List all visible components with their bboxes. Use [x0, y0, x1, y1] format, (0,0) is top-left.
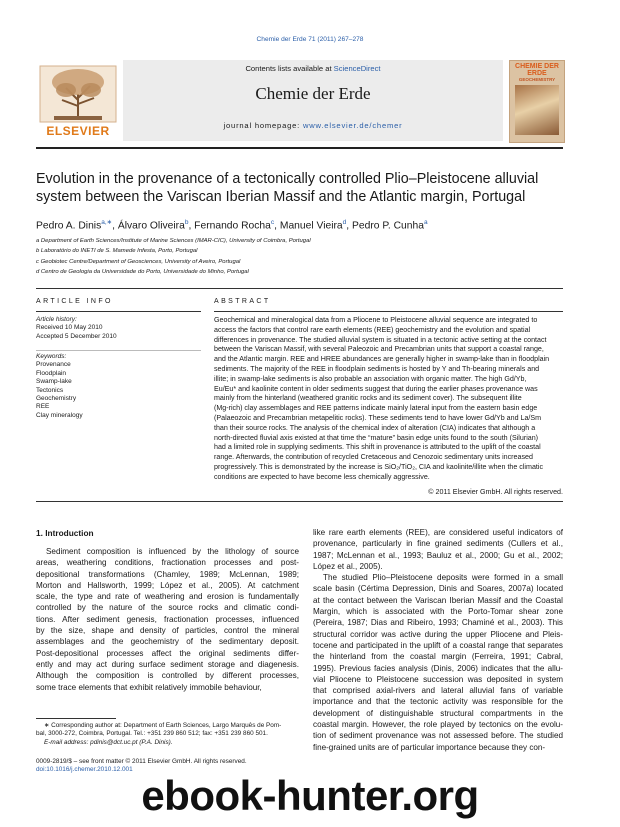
journal-cover-image: [509, 60, 565, 143]
keyword: Tectonics: [36, 386, 64, 394]
keyword: Geochemistry: [36, 395, 77, 403]
author-list: Pedro A. Dinis$^{a,∗}$, Álvaro Oliveira$^b$, Fernando Rocha$^c$, Manuel Vieira$^d$, Pedro P. Cunha$^a$: [36, 219, 428, 232]
footnote-line: ∗ Corresponding author at: Department of Earth Sciences, Largo Marquês de Pom-: [44, 722, 282, 729]
text-line: scale, the type and rate of weathering and erosion is fundamentally: [36, 592, 299, 602]
text-line: assemblages and the geochemistry of the sedimentary deposit.: [36, 637, 299, 647]
abstract-line: progressively. This is demonstrated by the increase is SiO₂/TiO₂, CIA and kaolinite/illite when the climatic: [214, 462, 544, 471]
history-label: Article history:: [36, 316, 77, 323]
article-info-heading: ARTICLE INFO: [36, 298, 113, 305]
article-title: [36, 170, 576, 206]
author-affiliation-mark[interactable]: a: [423, 219, 428, 226]
text-line: Post-depositional processes affect the original sediments differ-: [36, 648, 299, 658]
text-line: Morton and Hallsworth, 1999; López et al., 2005). At catchment: [36, 580, 299, 590]
footnote-email[interactable]: E-mail address: pdinis@dct.uc.pt (P.A. Dinis).: [44, 738, 173, 746]
header-divider: [36, 147, 563, 149]
text-line: like rare earth elements (REE), are considered useful indicators of: [313, 528, 563, 537]
cover-photo: [515, 85, 559, 135]
article-info-rule: [36, 311, 201, 312]
title-line: system between the Variscan Iberian Massif and the Atlantic margin, Portugal: [36, 189, 526, 205]
watermark: ebook-hunter.org: [141, 772, 479, 819]
footnote-rule: [36, 718, 116, 719]
text-line: Margin, which is associated with the Porto-Tomar shear zone: [313, 607, 563, 617]
homepage-prefix: journal homepage:: [223, 121, 303, 130]
text-line: depositional transformations (Chamley, 1989; McLennan, 1989;: [36, 569, 299, 579]
publisher-wordmark: ELSEVIER: [46, 124, 110, 138]
text-line: ently and may act during surface sediment storage and diagenesis.: [36, 659, 299, 669]
abstract-line: and the Atlantic margin. REE and HREE abundances are generally higher in swamp-lake than in floodplain: [214, 355, 550, 364]
abstract-heading: ABSTRACT: [214, 298, 271, 305]
affiliation: a Department of Earth Sciences/Institute of Marine Sciences (IMAR-CIC), University of Coimbra, Portugal: [36, 238, 311, 244]
abstract-line: differences in provenance. The studied alluvial system is situated in a tectonic active setting at the contact: [214, 335, 547, 344]
abstract-line: range. Afterwards, the contribution of recycled Cretaceous and Cenozoic sedimentary units increased: [214, 453, 533, 462]
text-line: vial Pliocene to Pleistocene succession was deposited in system: [313, 674, 563, 684]
text-line: coastal margin. However, the role played by tectonics on the evolu-: [313, 720, 563, 730]
homepage-link[interactable]: www.elsevier.de/chemer: [302, 121, 403, 130]
section-divider: [36, 288, 563, 289]
doi-link[interactable]: doi:10.1016/j.chemer.2010.12.001: [36, 766, 133, 774]
text-line: that comprised axial-rivers and lateral alluvial fans of variable: [313, 686, 563, 696]
abstract-line: had a limited role in supplying sediments. This shift in provenance is attributed to the uplift of the coastal: [214, 443, 541, 452]
contents-prefix: Contents lists available at: [245, 64, 334, 73]
text-line: controlled by the nature of the source rocks and climatic condi-: [36, 603, 299, 613]
keywords-block: [36, 353, 201, 420]
text-line: importance and that the tectonic activity was responsible for the: [313, 697, 563, 707]
text-line: 1987; McLennan et al., 1993; Bauluz et al., 2000; Gu et al., 2002;: [313, 550, 563, 560]
author-name: Fernando Rocha: [194, 220, 271, 232]
contents-availability: [123, 64, 503, 73]
abstract-line: illite; in swamp-lake sediments is also probable an association with organic matter. The high Gd/Yb,: [214, 374, 527, 383]
body-column-left: [36, 546, 299, 693]
author-affiliation-mark[interactable]: c: [270, 219, 275, 226]
journal-title: Chemie der Erde: [255, 84, 371, 103]
cover-subtitle: GEOCHEMISTRY: [518, 77, 556, 82]
text-line: López et al., 2005).: [313, 561, 383, 571]
cover-title: CHEMIE DER ERDE: [515, 63, 559, 77]
introduction-heading: 1. Introduction: [36, 528, 94, 538]
author-name: Pedro A. Dinis: [36, 220, 102, 232]
abstract-copyright: © 2011 Elsevier GmbH. All rights reserved.: [428, 488, 563, 496]
text-line: The studied Plio–Pleistocene deposits were formed in a small: [323, 573, 563, 583]
text-line: (Pereira, 1987; Dias and Ribeiro, 1993; Chaminé et al., 2003). This: [313, 618, 563, 628]
issn-text: 0009-2819/$ – see front matter © 2011 Elsevier GmbH. All rights reserved.: [36, 758, 247, 765]
affiliation: d Centro de Geologia da Universidade do Porto, Universidade do Minho, Portugal: [36, 268, 249, 275]
affiliations: [36, 236, 563, 277]
text-line: Sediment composition is influenced by the lithology of source: [46, 547, 299, 556]
author-name: Manuel Vieira: [279, 220, 343, 232]
text-line: development of distinguishable structural compartments in the: [313, 708, 563, 718]
abstract-line: Geochemical and mineralogical data from a Pliocene to Pleistocene alluvial sequence are integrated to: [214, 316, 538, 324]
abstract-line: (Palaeozoic and Precambrian metapelitic rocks). These sediments tend to have lower Gd/Yb and La/Sm: [214, 413, 542, 422]
keyword: REE: [36, 403, 50, 411]
text-line: structural corridor was active during the upper Pliocene and Pleis-: [313, 629, 563, 639]
abstract-line: access the factors that control rare earth elements (REE) geochemistry and the evolution and spatial: [214, 325, 531, 334]
author-affiliation-mark[interactable]: d: [342, 219, 347, 226]
abstract-line: between the Variscan Massif, with several Paleozoic and Precambrian units that support a coastal range,: [214, 345, 544, 354]
affiliation: c Geobiotec Centre/Department of Geosciences, University of Aveiro, Portugal: [36, 258, 241, 265]
text-line: fine-grained units are of particular importance because they con-: [313, 742, 546, 752]
abstract-bottom-rule: [36, 501, 563, 502]
author-name: Álvaro Oliveira: [117, 220, 185, 232]
keyword: Provenance: [36, 361, 71, 369]
author-name: Pedro P. Cunha: [352, 220, 424, 232]
journal-homepage: [123, 121, 503, 130]
footnote-line: bal, 3000-272, Coimbra, Portugal. Tel.: +351 239 860 512; fax: +351 239 860 501.: [36, 730, 268, 738]
abstract-line: mainly from the hinterland (weathered granitic rocks and its sediment cover). The subsequent illite: [214, 394, 522, 403]
abstract-line: north-directed fluvial axis existed at that time the “mature” basin edge units found to the south (Silurian): [214, 433, 539, 442]
corresponding-author-footnote: [36, 722, 299, 747]
keyword: Floodplain: [36, 369, 66, 377]
abstract-line: Eu/Eu* and kaolinite content in older sediments suggest that during the earlier phases provenance was: [214, 384, 538, 393]
abstract-line: than their source rocks. The analysis of the chemical index of alteration (CIA) indicates that although a: [214, 423, 536, 432]
abstract-line: (Mg-rich) clay assemblages and REE patterns indicate mainly lateral input from the eastern basin edge: [214, 404, 538, 413]
text-line: scale basin (Cértima Depression, Dinis and Soares, 2007a) located: [313, 584, 563, 594]
text-line: at the contact between the Variscan Iberian Massif and the Coastal: [313, 595, 563, 605]
received-date: Received 10 May 2010: [36, 324, 103, 332]
abstract-line: conditions are expected to have become less chemically aggressive.: [214, 472, 430, 481]
keywords-rule: [36, 350, 201, 351]
text-line: some trace elements that exhibit relatively immobile behaviour,: [36, 682, 262, 692]
text-line: provenance, particularly in fine grained sediments (Cullers et al.,: [313, 539, 563, 549]
text-line: tocene and participated in the uplift of a coastal range that separates: [313, 640, 563, 650]
text-line: the hinterland from the coastal margin (Ferreira, 1991; Cabral,: [313, 652, 563, 662]
text-line: 1995). Previous facies analysis (Dinis, 2006) indicates that the allu-: [313, 663, 563, 673]
keyword: Clay mineralogy: [36, 411, 83, 419]
text-line: Although the composition is controlled by different processes,: [36, 671, 299, 681]
keywords-label: Keywords:: [36, 353, 67, 360]
author-affiliation-mark[interactable]: b: [184, 219, 189, 226]
author-affiliation-mark[interactable]: a,∗: [101, 219, 113, 226]
article-history: [36, 316, 201, 341]
text-line: by the size, shape and density of particles, control the mineral: [36, 626, 299, 636]
title-line: Evolution in the provenance of a tectonically controlled Plio–Pleistocene alluvial: [36, 171, 539, 187]
abstract-line: sediments. The majority of the REE in floodplain sediments is hosted by Y and Th-bearing minerals and: [214, 364, 540, 373]
keyword: Swamp-lake: [36, 378, 72, 386]
body-column-right: [313, 527, 563, 753]
accepted-date: Accepted 5 December 2010: [36, 332, 117, 340]
text-line: tion of sediment provenance was not assessed before. The studied: [313, 731, 563, 741]
text-line: areas, weathering conditions, fractionation processes and post-: [36, 558, 299, 568]
abstract-rule: [214, 311, 563, 312]
sciencedirect-link[interactable]: ScienceDirect: [333, 64, 381, 73]
text-line: tions. After sediment genesis, fractionation processes, influenced: [36, 614, 299, 624]
journal-reference[interactable]: Chemie der Erde 71 (2011) 267–278: [256, 36, 364, 43]
affiliation: b Laboratório do INETI de S. Mamede Infesta, Porto, Portugal: [36, 248, 198, 255]
abstract-text: [214, 316, 563, 483]
